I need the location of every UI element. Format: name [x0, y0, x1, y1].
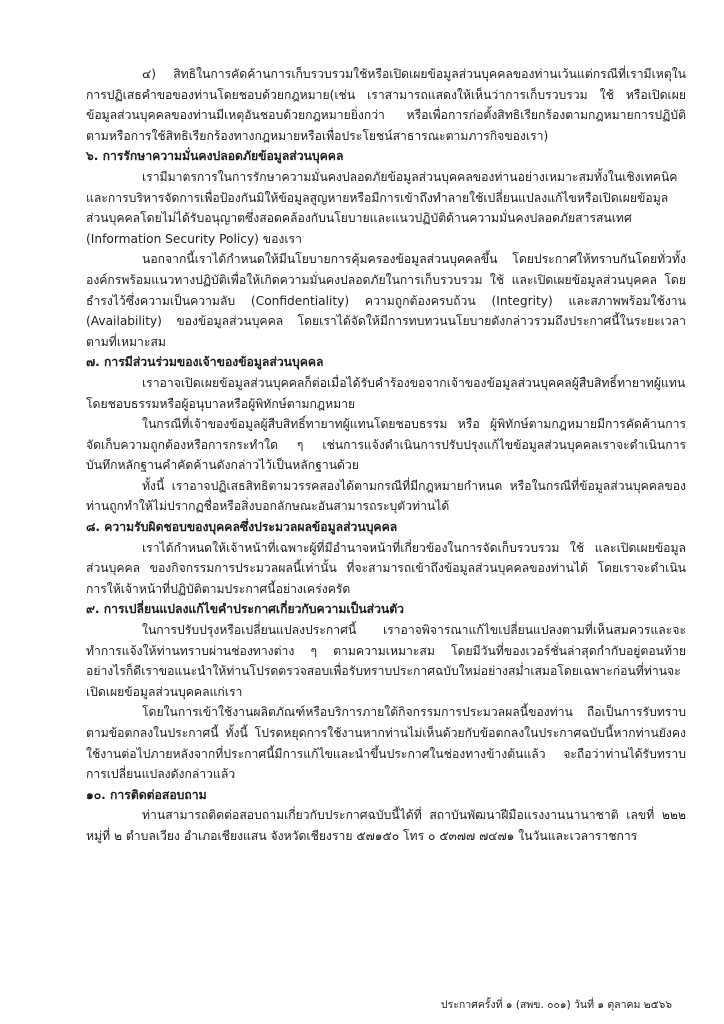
section-7-paragraph-2: ในกรณีที่เจ้าของข้อมูลผู้สืบสิทธิ์ทายาทผู้แทนโดยชอบธรรม หรือ ผู้พิทักษ์ตามกฎหมายมีการคัดค้านการจัดเก็บความถูกต้องหรือการกระทำใด ๆ เช่นการแจ้งดำเนินการปรับปรุงแก้ไขข้อมูลส่วนบุคคลเราจะดำเนินการบันทึกหลักฐานคำคัดค้านดังกล่าวไว้เป็นหลักฐานด้วย	[86, 417, 686, 473]
section-9-paragraph-1: ในการปรับปรุงหรือเปลี่ยนแปลงประกาศนี้ เราอาจพิจารณาแก้ไขเปลี่ยนแปลงตามที่เห็นสมควรและจะทำการแจ้งให้ท่านทราบผ่านช่องทางต่าง ๆ ตามความเหมาะสม โดยมีวันที่ของเวอร์ชั่นล่าสุดกำกับอยู่ตอนท้าย อย่างไรก็ดีเราขอแนะนำให้ท่านโปรดตรวจสอบเพื่อรับทราบประกาศฉบับใหม่อย่างสม่ำเสมอโดยเฉพาะก่อนที่ท่านจะเปิดเผยข้อมูลส่วนบุคคลแก่เรา	[86, 623, 686, 699]
section-10-paragraph-1: ท่านสามารถติดต่อสอบถามเกี่ยวกับประกาศฉบับนี้ได้ที่ สถาบันพัฒนาฝีมือแรงงานนานาชาติ เลขที่ ๒๒๒ หมู่ที่ ๒ ตำบลเวียง อำเภอเชียงแสน จังหวัดเชียงราย ๕๗๑๕๐ โทร ๐ ๕๓๗๗ ๗๔๗๑ ในวันและเวลาราชการ	[86, 808, 686, 843]
announcement-footer: ประกาศครั้งที่ ๑ (สพข. ๐๐๑) วันที่ ๑ ตุลาคม ๒๕๖๖	[440, 999, 672, 1011]
section-9-paragraph-2: โดยในการเข้าใช้งานผลิตภัณฑ์หรือบริการภายใต้กิจกรรมการประมวลผลนี้ของท่าน ถือเป็นการรับทราบตามข้อตกลงในประกาศนี้ ทั้งนี้ โปรดหยุดการใช้งานหากท่านไม่เห็นด้วยกับข้อตกลงในประกาศฉบับนี้หากท่านยังคงใช้งานต่อไปภายหลังจากที่ประกาศนี้มีการแก้ไขและนำขึ้นประกาศในช่องทางข้างต้นแล้ว จะถือว่าท่านได้รับทราบการเปลี่ยนแปลงดังกล่าวแล้ว	[86, 705, 686, 782]
section-9-heading: ๙. การเปลี่ยนแปลงแก้ไขคำประกาศเกี่ยวกับความเป็นส่วนตัว	[86, 602, 405, 617]
section-6-heading: ๖. การรักษาความมั่นคงปลอดภัยข้อมูลส่วนบุคคล	[86, 149, 344, 164]
section-10-heading: ๑๐. การติดต่อสอบถาม	[86, 787, 207, 802]
section-6-paragraph-1: เรามีมาตรการในการรักษาความมั่นคงปลอดภัยข้อมูลส่วนบุคคลของท่านอย่างเหมาะสมทั้งในเชิงเทคนิคและการบริหารจัดการเพื่อป้องกันมิให้ข้อมูลสูญหายหรือมีการเข้าถึงทำลายใช้เปลี่ยนแปลงแก้ไขหรือเปิดเผยข้อมูลส่วนบุคคลโดยไม่ได้รับอนุญาตซึ่งสอดคล้องกับนโยบายและแนวปฏิบัติด้านความมั่นคงปลอดภัยสารสนเทศ (Information Security Policy) ของเรา	[86, 169, 678, 246]
section-7-heading: ๗. การมีส่วนร่วมของเจ้าของข้อมูลส่วนบุคคล	[86, 355, 324, 370]
section-7-paragraph-1: เราอาจเปิดเผยข้อมูลส่วนบุคคลก็ต่อเมื่อได้รับคำร้องขอจากเจ้าของข้อมูลส่วนบุคคลผู้สืบสิทธิ์ทายาทผู้แทนโดยชอบธรรมหรือผู้อนุบาลหรือผู้พิทักษ์ตามกฎหมาย	[86, 375, 686, 411]
document-body	[86, 64, 686, 847]
section-7-paragraph-3: ทั้งนี้ เราอาจปฏิเสธสิทธิตามวรรคสองได้ตามกรณีที่มีกฎหมายกำหนด หรือในกรณีที่ข้อมูลส่วนบุคคลของท่านถูกทำให้ไม่ปรากฏชื่อหรือสิ่งบอกลักษณะอันสามารถระบุตัวท่านได้	[86, 478, 686, 514]
section-6-paragraph-2: นอกจากนี้เราได้กำหนดให้มีนโยบายการคุ้มครองข้อมูลส่วนบุคคลขึ้น โดยประกาศให้ทราบกันโดยทั่วทั้งองค์กรพร้อมแนวทางปฏิบัติเพื่อให้เกิดความมั่นคงปลอดภัยในการเก็บรวบรวม ใช้ และเปิดเผยข้อมูลส่วนบุคคล โดยธำรงไว้ซึ่งความเป็นความลับ (Confidentiality) ความถูกต้องครบถ้วน (Integrity) และสภาพพร้อมใช้งาน (Availability) ของข้อมูลส่วนบุคคล โดยเราได้จัดให้มีการทบทวนนโยบายดังกล่าวรวมถึงประกาศนี้ในระยะเวลาตามที่เหมาะสม	[86, 252, 686, 349]
paragraph-right-to-object: ๔) สิทธิในการคัดค้านการเก็บรวบรวมใช้หรือเปิดเผยข้อมูลส่วนบุคคลของท่านเว้นแต่กรณีที่เรามีเหตุในการปฏิเสธคำขอของท่านโดยชอบด้วยกฎหมาย(เช่น เราสามารถแสดงให้เห็นว่าการเก็บรวบรวม ใช้ หรือเปิดเผยข้อมูลส่วนบุคคลของท่านมีเหตุอันชอบด้วยกฎหมายยิ่งกว่า หรือเพื่อการก่อตั้งสิทธิเรียกร้องตามกฎหมายการปฏิบัติตามหรือการใช้สิทธิเรียกร้องทางกฎหมายหรือเพื่อประโยชน์สาธารณะตามภารกิจของเรา)	[86, 67, 686, 143]
section-8-heading: ๘. ความรับผิดชอบของบุคคลซึ่งประมวลผลข้อมูลส่วนบุคคล	[86, 520, 398, 535]
section-8-paragraph-1: เราได้กำหนดให้เจ้าหน้าที่เฉพาะผู้ที่มีอำนาจหน้าที่เกี่ยวข้องในการจัดเก็บรวบรวม ใช้ และเปิดเผยข้อมูลส่วนบุคคล ของกิจกรรมการประมวลผลนี้เท่านั้น ที่จะสามารถเข้าถึงข้อมูลส่วนบุคคลของท่านได้ โดยเราจะดำเนินการให้เจ้าหน้าที่ปฏิบัติตามประกาศนี้อย่างเคร่งครัด	[86, 540, 686, 596]
